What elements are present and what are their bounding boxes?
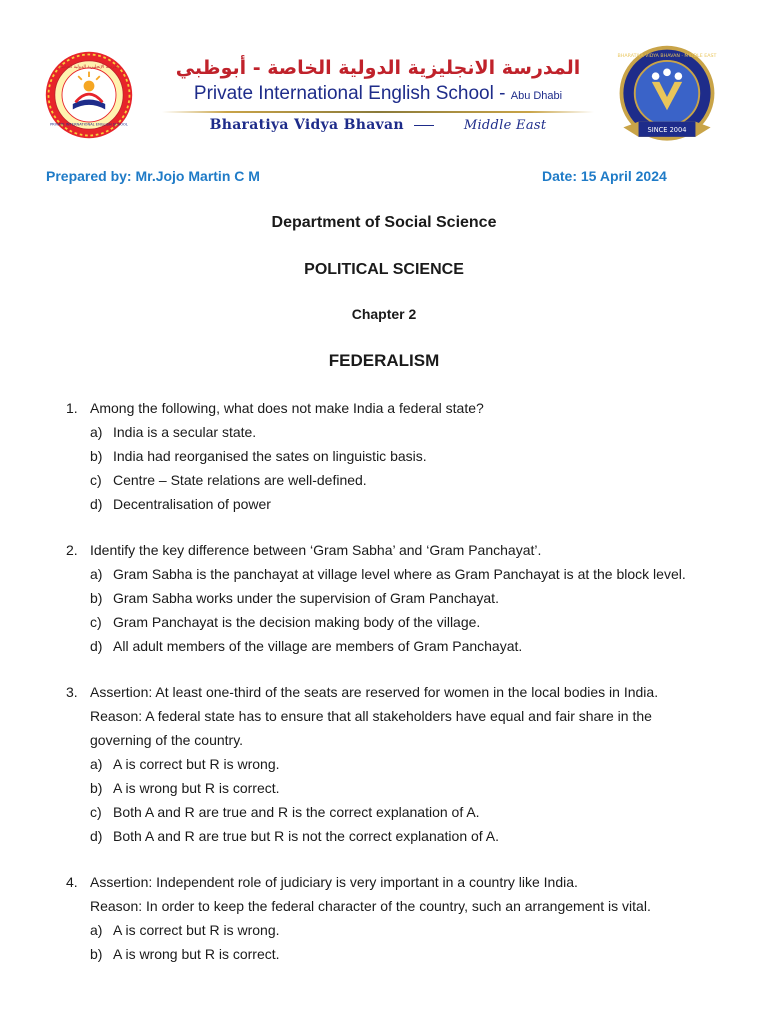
right-logo-ribbon-text: SINCE 2004 [647, 126, 687, 135]
option-letter: b) [90, 448, 103, 464]
question-number: 3. [66, 684, 78, 700]
option-text: India is a secular state. [113, 424, 257, 440]
option-text: All adult members of the village are members of Gram Panchayat. [113, 638, 523, 654]
gold-divider [162, 111, 594, 113]
option-letter: c) [90, 472, 102, 488]
school-city: Abu Dhabi [510, 90, 563, 102]
option-letter: b) [90, 946, 103, 962]
chapter-title: Chapter 2 [351, 306, 417, 322]
reason-text-continued: governing of the country. [90, 732, 244, 748]
option [66, 468, 746, 492]
option-text: A is wrong but R is correct. [113, 946, 280, 962]
option-letter: c) [90, 614, 102, 630]
option-letter: d) [90, 496, 103, 512]
school-crest-logo [44, 50, 134, 140]
option-letter: d) [90, 638, 103, 654]
question-stem [66, 396, 746, 420]
option-text: Gram Sabha is the panchayat at village level where as Gram Panchayat is at the block level. [113, 566, 686, 582]
option [66, 918, 746, 942]
option [66, 610, 746, 634]
option-text: A is correct but R is wrong. [113, 756, 280, 772]
school-name-english-main: Private International English School - [193, 83, 511, 104]
letterhead [0, 40, 768, 160]
option [66, 634, 746, 658]
prepared-by: Prepared by: Mr.Jojo Martin C M [46, 168, 260, 184]
option [66, 586, 746, 610]
question-text: Identify the key difference between ‘Gram Sabha’ and ‘Gram Panchayat’. [90, 542, 542, 558]
question-stem [66, 680, 746, 752]
right-logo-ring-text: BHARATIYA VIDYA BHAVAN · MIDDLE EAST [617, 54, 717, 60]
option [66, 492, 746, 516]
option-letter: d) [90, 828, 103, 844]
option-text: Centre – State relations are well-defined. [113, 472, 367, 488]
question-4 [66, 870, 746, 966]
option-text: Gram Panchayat is the decision making body of the village. [113, 614, 481, 630]
affiliation-name: Bharatiya Vidya Bhavan [209, 117, 404, 133]
affiliation-region: Middle East [463, 118, 547, 133]
school-name-block [158, 56, 598, 133]
question-stem [66, 870, 746, 918]
question-stem [66, 538, 746, 562]
topic-title: FEDERALISM [328, 351, 440, 370]
option-letter: a) [90, 566, 103, 582]
option-letter: c) [90, 804, 102, 820]
school-name-arabic: المدرسة الانجليزية الدولية الخاصة - أبوظبي [175, 57, 581, 79]
left-logo-arabic-text: مدرسة الإنجليزية الدولية الخاصة [59, 65, 119, 70]
option-letter: b) [90, 590, 103, 606]
option-text: Gram Sabha works under the supervision of Gram Panchayat. [113, 590, 499, 606]
question-number: 2. [66, 542, 78, 558]
option [66, 420, 746, 444]
option-text: A is wrong but R is correct. [113, 780, 280, 796]
subject-title: POLITICAL SCIENCE [304, 261, 464, 278]
option [66, 444, 746, 468]
option-text: Both A and R are true and R is the correct explanation of A. [113, 804, 480, 820]
option [66, 824, 746, 848]
option [66, 800, 746, 824]
swoosh-decoration [414, 125, 434, 126]
option-letter: a) [90, 756, 103, 772]
school-name-english [158, 82, 598, 108]
left-logo-english-text: PRIVATE INTERNATIONAL ENGLISH SCHOOL [50, 122, 128, 127]
option-text: Both A and R are true but R is not the correct explanation of A. [113, 828, 500, 844]
question-number: 1. [66, 400, 78, 416]
question-2 [66, 538, 746, 658]
department-title: Department of Social Science [271, 214, 497, 231]
bhavan-emblem-logo [610, 42, 724, 152]
option-letter: a) [90, 922, 103, 938]
option [66, 752, 746, 776]
reason-text: Reason: A federal state has to ensure that all stakeholders have equal and fair share in the [90, 708, 652, 724]
reason-text: Reason: In order to keep the federal character of the country, such an arrangement is vital. [90, 898, 651, 914]
assertion-text: Assertion: At least one-third of the seats are reserved for women in the local bodies in India. [90, 684, 659, 700]
option-text: India had reorganised the sates on linguistic basis. [113, 448, 427, 464]
assertion-text: Assertion: Independent role of judiciary is very important in a country like India. [90, 874, 578, 890]
option [66, 776, 746, 800]
option-text: Decentralisation of power [113, 496, 271, 512]
question-number: 4. [66, 874, 78, 890]
option-letter: b) [90, 780, 103, 796]
question-list [66, 396, 746, 988]
question-1 [66, 396, 746, 516]
option-letter: a) [90, 424, 103, 440]
question-text: Among the following, what does not make India a federal state? [90, 400, 484, 416]
option-text: A is correct but R is wrong. [113, 922, 280, 938]
option [66, 562, 746, 586]
document-date: Date: 15 April 2024 [542, 168, 667, 184]
question-3 [66, 680, 746, 848]
affiliation-line [158, 117, 598, 133]
option [66, 942, 746, 966]
